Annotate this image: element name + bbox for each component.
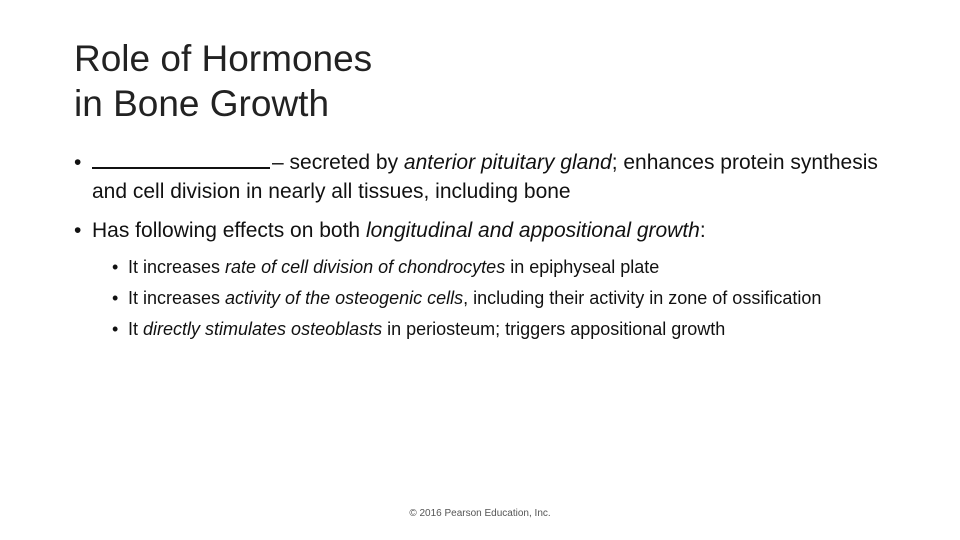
bullet-text: – secreted by xyxy=(272,151,404,174)
sub-bullet-dot: • xyxy=(112,319,119,339)
bullet-effects xyxy=(74,216,894,245)
sub-bullet-list xyxy=(112,255,894,342)
bullet-text: : xyxy=(699,219,706,242)
sub-bullet-chondrocytes xyxy=(112,255,894,280)
sub-bullet-text: , including their activity in zone of ossification xyxy=(463,288,822,308)
sub-bullet-osteoblasts xyxy=(112,317,894,342)
bullet-emphasis: anterior pituitary gland xyxy=(403,151,612,174)
fill-in-blank xyxy=(92,148,270,169)
bullet-dot: • xyxy=(74,219,82,242)
sub-bullet-emphasis: rate of cell division of chondrocytes xyxy=(225,257,506,277)
sub-bullet-text: It increases xyxy=(128,257,226,277)
sub-bullet-dot: • xyxy=(112,288,119,308)
bullet-text: Has following effects on both xyxy=(92,219,366,242)
sub-bullet-osteogenic xyxy=(112,286,894,311)
sub-bullet-text: in periosteum; triggers appositional growth xyxy=(382,319,726,339)
title-line-1: Role of Hormones xyxy=(74,38,373,79)
bullet-dot: • xyxy=(74,151,82,174)
bullet-emphasis: longitudinal and appositional growth xyxy=(365,219,700,242)
slide-title xyxy=(74,36,894,126)
sub-bullet-dot: • xyxy=(112,257,119,277)
sub-bullet-emphasis: directly stimulates osteoblasts xyxy=(143,319,383,339)
sub-bullet-text: It increases xyxy=(128,288,226,308)
bullet-text: ; enhances protein synthesis and cell division in nearly all tissues, including bone xyxy=(92,151,878,203)
sub-bullet-text: in epiphyseal plate xyxy=(505,257,660,277)
sub-bullet-text: It xyxy=(128,319,144,339)
bullet-growth-hormone xyxy=(74,148,894,206)
title-line-2: in Bone Growth xyxy=(74,83,330,124)
slide-content xyxy=(74,148,894,348)
copyright-footer: © 2016 Pearson Education, Inc. xyxy=(409,508,551,519)
sub-bullet-emphasis: activity of the osteogenic cells xyxy=(225,288,464,308)
